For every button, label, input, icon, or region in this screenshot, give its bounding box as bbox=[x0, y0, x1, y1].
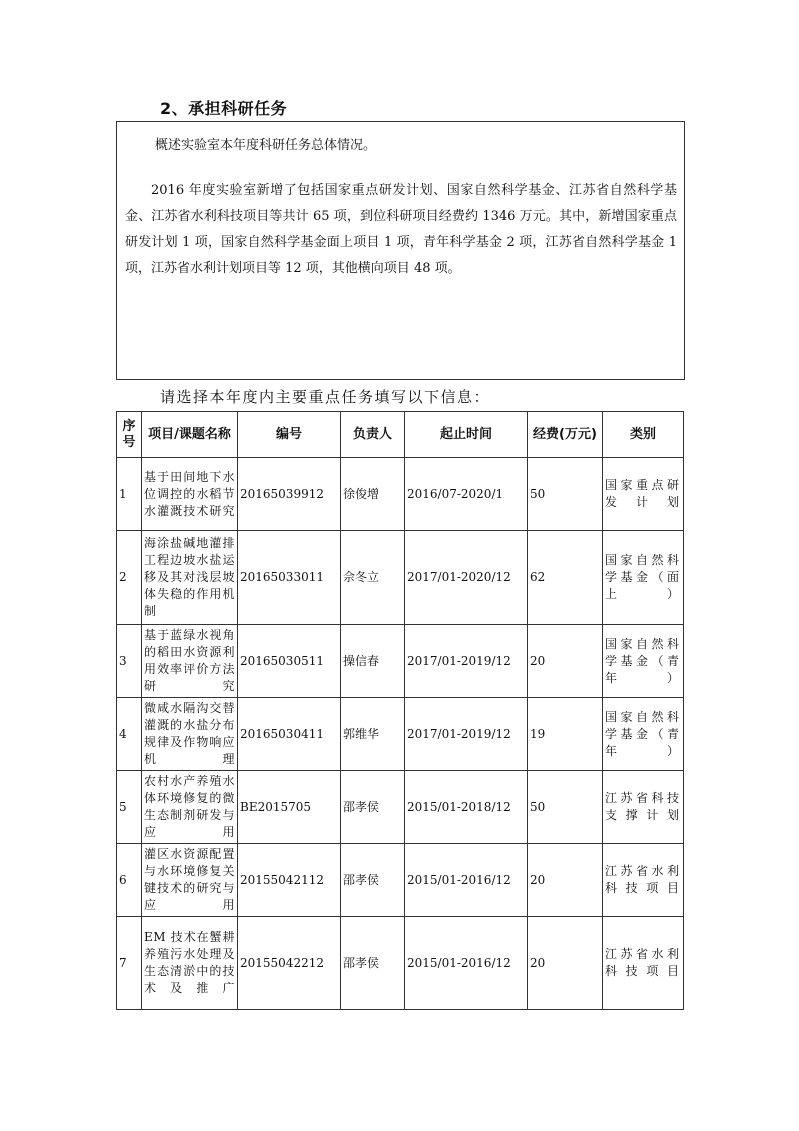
cell-leader: 邵孝侯 bbox=[341, 917, 405, 1010]
header-period: 起止时间 bbox=[405, 412, 528, 458]
header-no: 序号 bbox=[117, 412, 142, 458]
cell-name: 农村水产养殖水体环境修复的微生态制剂研发与应用 bbox=[142, 771, 238, 844]
cell-code: 20165030411 bbox=[238, 698, 341, 771]
cell-leader: 邵孝侯 bbox=[341, 844, 405, 917]
cell-period: 2016/07-2020/1 bbox=[405, 458, 528, 531]
cell-type: 国家自然科学基金（青年） bbox=[603, 625, 684, 698]
summary-title: 概述实验室本年度科研任务总体情况。 bbox=[155, 138, 377, 153]
cell-period: 2015/01-2018/12 bbox=[405, 771, 528, 844]
header-name: 项目/课题名称 bbox=[142, 412, 238, 458]
cell-funding: 20 bbox=[528, 917, 603, 1010]
instruction-text: 请选择本年度内主要重点任务填写以下信息： bbox=[160, 388, 491, 406]
cell-code: 20165039912 bbox=[238, 458, 341, 531]
cell-funding: 19 bbox=[528, 698, 603, 771]
cell-type: 国家自然科学基金（面上） bbox=[603, 531, 684, 625]
cell-leader: 邵孝侯 bbox=[341, 771, 405, 844]
header-code: 编号 bbox=[238, 412, 341, 458]
cell-no: 6 bbox=[117, 844, 142, 917]
cell-period: 2017/01-2020/12 bbox=[405, 531, 528, 625]
cell-no: 5 bbox=[117, 771, 142, 844]
table-row bbox=[117, 917, 684, 1010]
cell-code: 20155042212 bbox=[238, 917, 341, 1010]
cell-leader: 徐俊增 bbox=[341, 458, 405, 531]
cell-code: 20165030511 bbox=[238, 625, 341, 698]
cell-period: 2017/01-2019/12 bbox=[405, 625, 528, 698]
table-row bbox=[117, 771, 684, 844]
summary-body: 2016 年度实验室新增了包括国家重点研发计划、国家自然科学基金、江苏省自然科学基金、江苏省水利科技项目等共计 65 项，到位科研项目经费约 1346 万元。其中，新增国家重点研发计划 1 项，国家自然科学基金面上项目 1 项，青年科学基金 2 项，江苏省自然科学基金 1 项，江苏省水利计划项目等 12 项，其他横向项目 48 项。 bbox=[125, 183, 677, 276]
header-funding: 经费(万元) bbox=[528, 412, 603, 458]
cell-name: EM 技术在蟹耕养殖污水处理及生态清淤中的技术及推广 bbox=[142, 917, 238, 1010]
header-leader: 负责人 bbox=[341, 412, 405, 458]
cell-type: 国家重点研发计划 bbox=[603, 458, 684, 531]
cell-name: 基于蓝绿水视角的稻田水资源利用效率评价方法研究 bbox=[142, 625, 238, 698]
cell-code: 20165033011 bbox=[238, 531, 341, 625]
cell-leader: 佘冬立 bbox=[341, 531, 405, 625]
table-row bbox=[117, 531, 684, 625]
section-heading: 2、承担科研任务 bbox=[160, 99, 288, 118]
cell-funding: 62 bbox=[528, 531, 603, 625]
table-row bbox=[117, 844, 684, 917]
table-header-row bbox=[117, 412, 684, 458]
cell-period: 2017/01-2019/12 bbox=[405, 698, 528, 771]
summary-box bbox=[116, 121, 685, 380]
cell-leader: 郭维华 bbox=[341, 698, 405, 771]
cell-name: 微咸水隔沟交替灌溉的水盐分布规律及作物响应机理 bbox=[142, 698, 238, 771]
cell-type: 江苏省科技支撑计划 bbox=[603, 771, 684, 844]
cell-code: BE2015705 bbox=[238, 771, 341, 844]
header-type: 类别 bbox=[603, 412, 684, 458]
cell-funding: 20 bbox=[528, 844, 603, 917]
cell-no: 7 bbox=[117, 917, 142, 1010]
table-row bbox=[117, 625, 684, 698]
cell-period: 2015/01-2016/12 bbox=[405, 844, 528, 917]
table-row bbox=[117, 698, 684, 771]
table-row bbox=[117, 458, 684, 531]
cell-funding: 50 bbox=[528, 771, 603, 844]
cell-type: 国家自然科学基金（青年） bbox=[603, 698, 684, 771]
cell-name: 海涂盐碱地灌排工程边坡水盐运移及其对浅层坡体失稳的作用机制 bbox=[142, 531, 238, 625]
cell-type: 江苏省水利科技项目 bbox=[603, 917, 684, 1010]
cell-name: 灌区水资源配置与水环境修复关键技术的研究与应用 bbox=[142, 844, 238, 917]
cell-no: 3 bbox=[117, 625, 142, 698]
cell-funding: 20 bbox=[528, 625, 603, 698]
cell-name: 基于田间地下水位调控的水稻节水灌溉技术研究 bbox=[142, 458, 238, 531]
cell-no: 2 bbox=[117, 531, 142, 625]
cell-funding: 50 bbox=[528, 458, 603, 531]
cell-no: 4 bbox=[117, 698, 142, 771]
key-tasks-table bbox=[116, 411, 684, 1010]
cell-type: 江苏省水利科技项目 bbox=[603, 844, 684, 917]
cell-no: 1 bbox=[117, 458, 142, 531]
cell-leader: 操信春 bbox=[341, 625, 405, 698]
cell-code: 20155042112 bbox=[238, 844, 341, 917]
cell-period: 2015/01-2016/12 bbox=[405, 917, 528, 1010]
